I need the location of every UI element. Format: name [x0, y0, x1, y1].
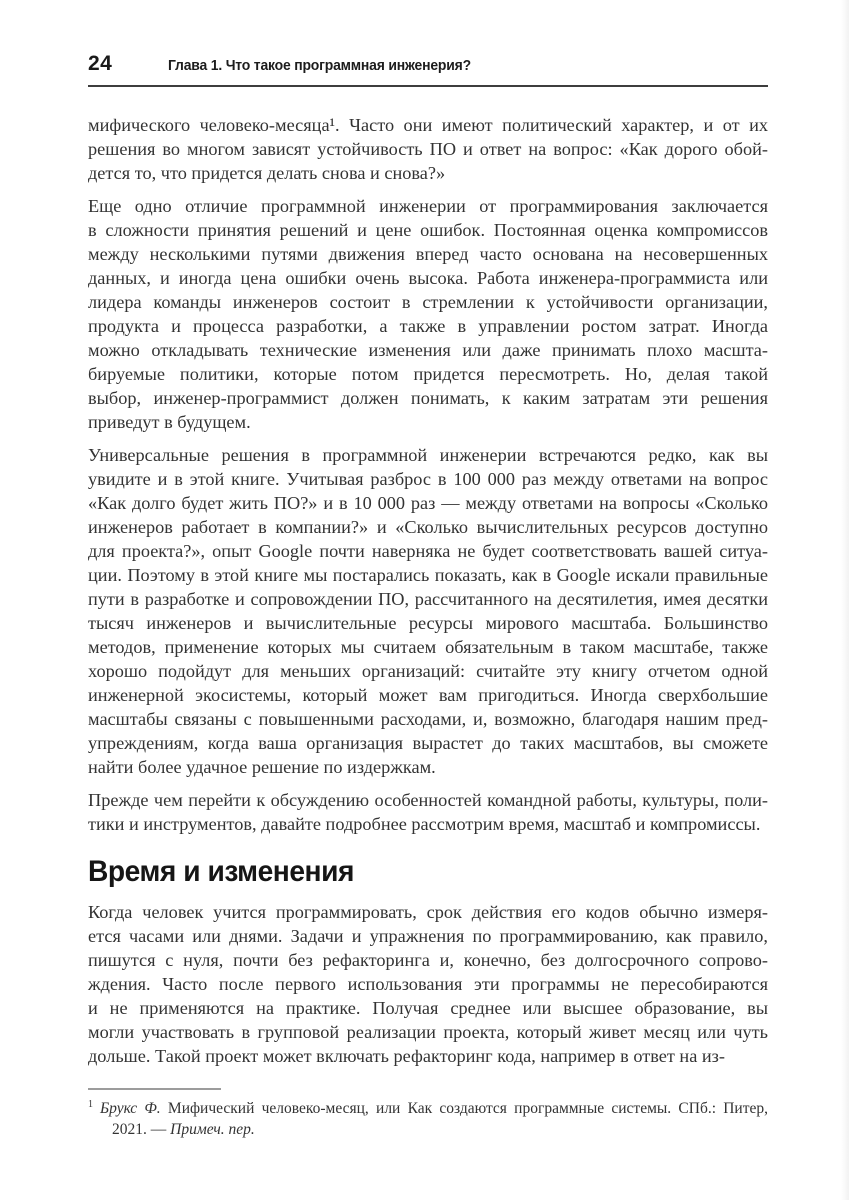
page-edge-shadow: [841, 0, 849, 1200]
text-line: хорошо подойдут для меньших организаций: считайте эту книгу отчетом одной: [88, 661, 768, 681]
text-line: продукта и процесса разработки, а также в управлении ростом затрат. Иногда: [88, 316, 768, 336]
text-line: дольше. Такой проект может включать рефакторинг кода, например в ответ на из-: [88, 1046, 725, 1066]
page-content: [88, 113, 768, 1068]
text-line: решения во многом зависят устойчивость ПО и ответ на вопрос: «Как дорого обой-: [88, 139, 768, 159]
text-line: дется то, что придется делать снова и снова?»: [88, 163, 446, 183]
text-line: могли участвовать в групповой реализации проекта, который живет месяц или чуть: [88, 1022, 768, 1042]
paragraph: [88, 113, 768, 185]
text-line: ции. Поэтому в этой книге мы постарались показать, как в Google искали правильные: [88, 565, 768, 585]
text-line: выбор, инженер-программист должен понимать, к каким затратам эти решения: [88, 388, 768, 408]
text-line: можно откладывать технические изменения или даже принимать плохо масшта-: [88, 340, 768, 360]
text-line: инженеров работает в компании?» и «Сколько вычислительных ресурсов доступно: [88, 517, 768, 537]
text-line: упреждениям, когда ваша организация вырастет до таких масштабов, вы сможете: [88, 733, 768, 753]
text-line: Еще одно отличие программной инженерии от программирования заключается: [88, 196, 768, 216]
footnote-text: [88, 1098, 768, 1140]
text-line: инженерной экосистемы, который может вам пригодиться. Иногда сверхбольшие: [88, 685, 768, 705]
text-line: для проекта?», опыт Google почти наверняка не будет соответствовать вашей ситуа-: [88, 541, 768, 561]
text-line: бируемые политики, которые потом придется пересмотреть. Но, делая такой: [88, 364, 768, 384]
paragraph: [88, 788, 768, 836]
footnote-segment: Мифический человеко-месяц, или Как создаются программные системы. СПб.: Питер, 2021. —: [112, 1100, 769, 1138]
text-line: пишутся с нуля, почти без рефакторинга и, конечно, без долгосрочного сопрово-: [88, 950, 768, 970]
header-rule: [88, 85, 768, 87]
footnote-segment: Брукс Ф.: [100, 1100, 161, 1117]
page-number: 24: [88, 52, 113, 75]
section-heading: Время и изменения: [88, 855, 354, 888]
footnote-segment: Примеч. пер.: [170, 1121, 255, 1138]
text-line: ждения. Часто после первого использования эти программы не пересобираются: [88, 974, 768, 994]
paragraph: [88, 194, 768, 434]
text-line: методов, применение которых мы считаем обязательным в таком масштабе, также: [88, 637, 768, 657]
text-line: пути в разработке и сопровождении ПО, рассчитанного на десятилетия, имея десятки: [88, 589, 768, 609]
running-header: [88, 0, 768, 76]
text-line: между несколькими путями движения вперед часто основана на несовершенных: [88, 244, 768, 264]
text-line: Универсальные решения в программной инженерии встречаются редко, как вы: [88, 445, 768, 465]
paragraph: [88, 900, 768, 1068]
text-line: увидите и в этой книге. Учитывая разброс в 100 000 раз между ответами на вопрос: [88, 469, 768, 489]
running-title: Глава 1. Что такое программная инженерия?: [168, 57, 472, 74]
text-line: лидера команды инженеров состоит в стремлении к устойчивости организации,: [88, 292, 768, 312]
footnote: [88, 1088, 768, 1140]
text-column: [88, 0, 768, 1140]
text-line: тики и инструментов, давайте подробнее рассмотрим время, масштаб и компромиссы.: [88, 814, 761, 834]
text-line: Прежде чем перейти к обсуждению особенностей командной работы, культуры, поли-: [88, 790, 768, 810]
text-line: мифического человеко-месяца¹. Часто они имеют политический характер, и от их: [88, 115, 768, 135]
text-line: данных, и иногда цена ошибки очень высока. Работа инженера-программиста или: [88, 268, 768, 288]
text-line: тысяч инженеров и вычислительные ресурсы мирового масштаба. Большинство: [88, 613, 768, 633]
text-line: Когда человек учится программировать, срок действия его кодов обычно измеря-: [88, 902, 768, 922]
text-line: ется часами или днями. Задачи и упражнения по программированию, как правило,: [88, 926, 768, 946]
text-line: приведут в будущем.: [88, 412, 251, 432]
text-line: найти более удачное решение по издержкам.: [88, 757, 436, 777]
text-line: «Как долго будет жить ПО?» и в 10 000 раз — между ответами на вопросы «Сколько: [88, 493, 768, 513]
footnote-rule: [88, 1088, 221, 1090]
footnote-marker: 1: [88, 1098, 93, 1110]
text-line: масштабы связаны с повышенными расходами, и, возможно, благодаря нашим пред-: [88, 709, 768, 729]
paragraph: [88, 443, 768, 779]
text-line: и не применяются на практике. Получая среднее или высшее образование, вы: [88, 998, 768, 1018]
text-line: в сложности принятия решений и цене ошибок. Постоянная оценка компромиссов: [88, 220, 768, 240]
